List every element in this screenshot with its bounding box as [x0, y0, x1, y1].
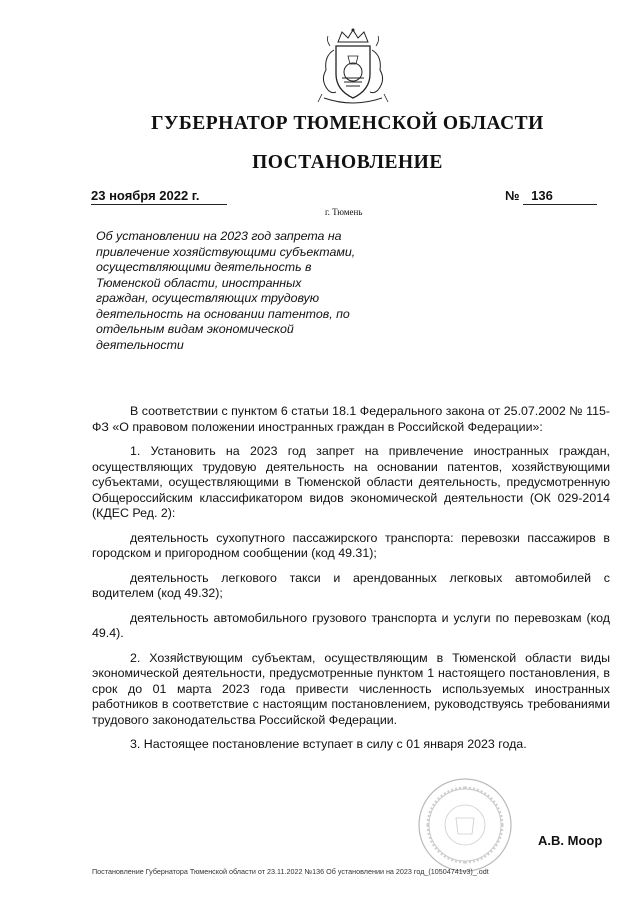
signer-name: А.В. Моор [538, 833, 603, 848]
authority-title: ГУБЕРНАТОР ТЮМЕНСКОЙ ОБЛАСТИ [151, 113, 544, 134]
document-subject: Об установлении на 2023 год запрета на привлечение хозяйствующими субъектами, осуществляющими деятельность в Тюменской области, иностранных граждан, осуществляющих трудовую деятельность на основании патентов, по отдельным видам экономической деятельности [96, 229, 356, 352]
document-number [505, 188, 597, 205]
document-body [92, 404, 610, 762]
body-paragraph: 1. Установить на 2023 год запрет на привлечение иностранных граждан, осуществляющих трудовую деятельность на основании патентов, хозяйствующими субъектами, осуществляющими в Тюменской области деятельность, предусмотренную Общероссийским классификатором видов экономической деятельности (ОК 029-2014 (КДЕС Ред. 2): [92, 443, 610, 521]
document-date: 23 ноября 2022 г. [91, 188, 227, 205]
number-label: № [505, 188, 520, 203]
document-type-title: ПОСТАНОВЛЕНИЕ [252, 152, 443, 173]
official-seal [416, 776, 514, 874]
body-paragraph: деятельность легкового такси и арендованных легковых автомобилей с водителем (код 49.32); [92, 570, 610, 601]
tyumen-coat-of-arms-icon [298, 28, 408, 110]
body-paragraph: 2. Хозяйствующим субъектам, осуществляющим в Тюменской области виды экономической деятельности, предусмотренные пунктом 1 настоящего постановления, в срок до 01 марта 2023 года привести численность используемых иностранных работников в соответствие с настоящим постановлением, руководствуясь требованиями трудового законодательства Российской Федерации. [92, 650, 610, 728]
body-paragraph: деятельность автомобильного грузового транспорта и услуги по перевозкам (код 49.4). [92, 610, 610, 641]
body-paragraph: деятельность сухопутного пассажирского транспорта: перевозки пассажиров в городском и пригородном сообщении (код 49.31); [92, 530, 610, 561]
city-label: г. Тюмень [325, 207, 363, 217]
body-paragraph: В соответствии с пунктом 6 статьи 18.1 Федерального закона от 25.07.2002 № 115-ФЗ «О правовом положении иностранных граждан в Российской Федерации»: [92, 404, 610, 434]
body-paragraph: 3. Настоящее постановление вступает в силу с 01 января 2023 года. [130, 737, 527, 752]
official-seal-stamp-icon [416, 776, 514, 874]
number-value: 136 [523, 188, 597, 205]
file-footer: Постановление Губернатора Тюменской области от 23.11.2022 №136 Об установлении на 2023 год_(10504741v3)_.odt [92, 867, 489, 876]
coat-of-arms-emblem [298, 28, 408, 110]
